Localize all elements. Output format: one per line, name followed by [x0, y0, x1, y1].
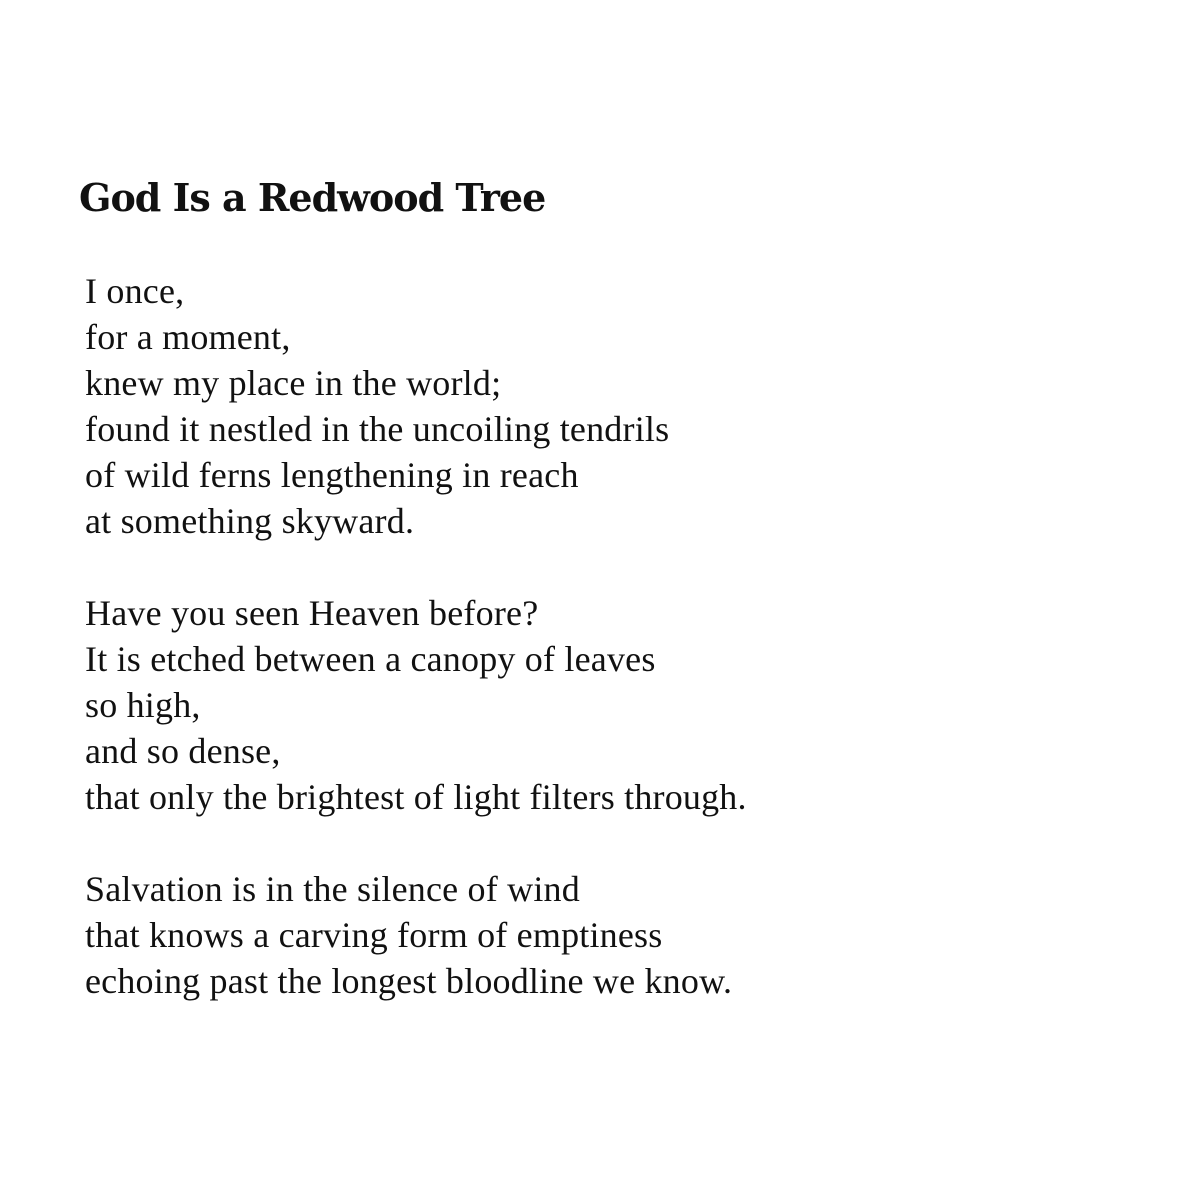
poem-line: so high,	[85, 685, 201, 725]
poem-line: that only the brightest of light filters through.	[85, 777, 747, 817]
poem-line: Have you seen Heaven before?	[85, 593, 539, 633]
stanza-1	[85, 268, 1145, 544]
poem-line: that knows a carving form of emptiness	[85, 915, 663, 955]
stanza-2	[85, 590, 1145, 820]
poem-line: I once,	[85, 271, 185, 311]
poem-line: knew my place in the world;	[85, 363, 502, 403]
poem-line: for a moment,	[85, 317, 291, 357]
poem-line: and so dense,	[85, 731, 281, 771]
poem-line: Salvation is in the silence of wind	[85, 869, 580, 909]
poem-line: It is etched between a canopy of leaves	[85, 639, 656, 679]
poem-line: at something skyward.	[85, 501, 415, 541]
poem-line: echoing past the longest bloodline we know.	[85, 961, 733, 1001]
poem-line: of wild ferns lengthening in reach	[85, 455, 579, 495]
stanza-3	[85, 866, 1145, 1004]
poem-line: found it nestled in the uncoiling tendrils	[85, 409, 670, 449]
poem-body	[85, 268, 1145, 1050]
poem-title: God Is a Redwood Tree	[79, 175, 546, 220]
